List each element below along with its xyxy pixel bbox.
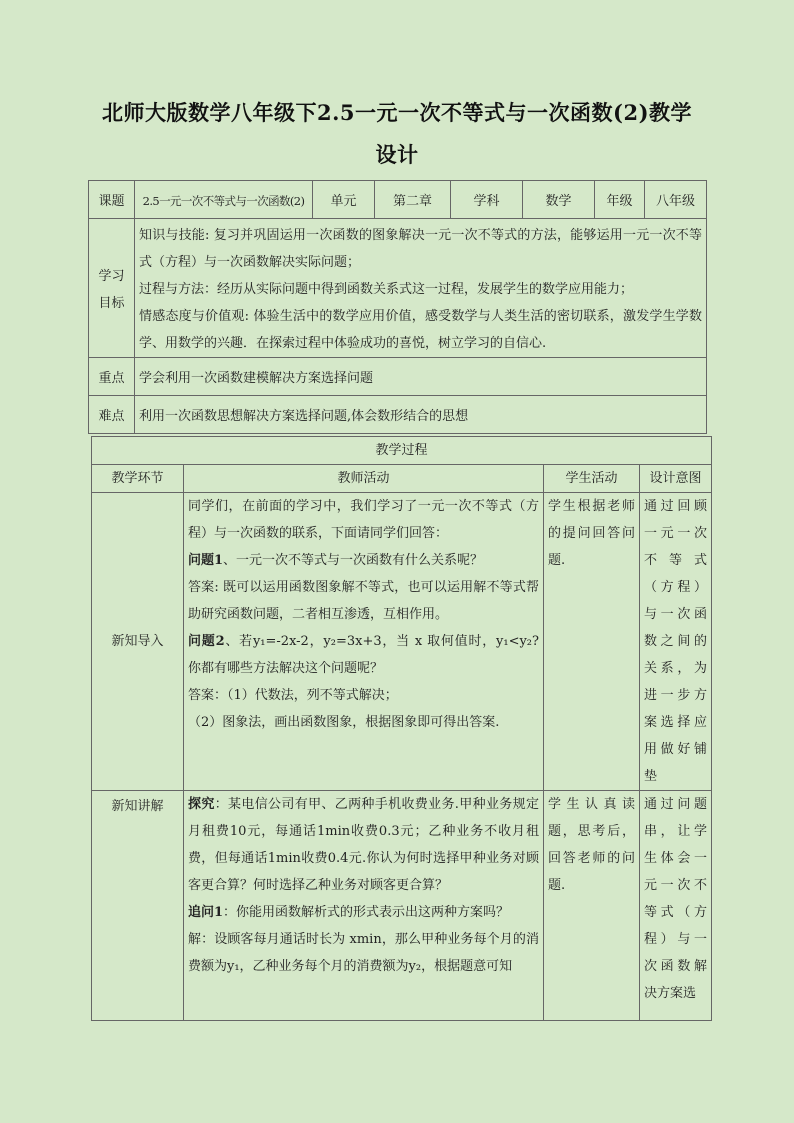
unit-label: 单元 [313, 181, 375, 219]
answer-2b: （2）图象法，画出函数图象，根据图象即可得出答案. [188, 715, 500, 730]
goal-knowledge: 知识与技能: 复习并巩固运用一次函数的图象解决一元一次不等式的方法，能够运用一元一次不等式（方程）与一次函数解决实际问题； [139, 228, 702, 270]
table-row [92, 493, 712, 791]
key-label: 重点 [89, 358, 135, 396]
difficult-label: 难点 [89, 396, 135, 434]
solution-text: 解：设顾客每月通话时长为 xmin，那么甲种业务每个月的消费额为y₁，乙种业务每个月的消费额为y₂，根据题意可知 [188, 932, 539, 974]
answer-1: 答案: 既可以运用函数图象解不等式，也可以运用解不等式帮助研究函数问题，二者相互渗透，互相作用。 [188, 580, 539, 622]
subject-value: 数学 [523, 181, 595, 219]
course-value: 2.5一元一次不等式与一次函数(2) [135, 181, 313, 219]
stage-cell: 新知导入 [92, 493, 184, 791]
grade-label: 年级 [595, 181, 645, 219]
column-teacher: 教师活动 [184, 465, 544, 493]
goal-process: 过程与方法：经历从实际问题中得到函数关系式这一过程，发展学生的数学应用能力； [139, 282, 634, 297]
teaching-process-table [91, 436, 712, 1021]
column-intent: 设计意图 [640, 465, 712, 493]
column-student: 学生活动 [544, 465, 640, 493]
key-value: 学会利用一次函数建模解决方案选择问题 [135, 358, 707, 396]
stage-cell: 新知讲解 [92, 791, 184, 1021]
student-activity: 学生认真读题，思考后，回答老师的问题. [544, 791, 640, 1021]
difficult-value: 利用一次函数思想解决方案选择问题,体会数形结合的思想 [135, 396, 707, 434]
design-intent: 通过回顾一元一次不等式（方程）与一次函数之间的关系，为进一步方案选择应用做好铺垫 [640, 493, 712, 791]
follow-question: 追问1：你能用函数解析式的形式表示出这两种方案吗？ [188, 905, 510, 920]
design-intent: 通过问题串，让学生体会一元一次不等式（方程）与一次函数解决方案选 [640, 791, 712, 1021]
explore-text: 探究：某电信公司有甲、乙两种手机收费业务.甲种业务规定月租费10元，每通话1min收费0.3元；乙种业务不收月租费，但每通话1min收费0.4元.你认为何时选择甲种业务对顾客更合算？何时选择乙种业务对顾客更合算？ [188, 797, 539, 893]
document-title: 北师大版数学八年级下2.5一元一次不等式与一次函数(2)教学设计 [101, 100, 693, 167]
unit-value: 第二章 [375, 181, 451, 219]
teacher-activity [184, 791, 544, 1021]
answer-2a: 答案：（1）代数法，列不等式解决； [188, 688, 398, 703]
column-stage: 教学环节 [92, 465, 184, 493]
subject-label: 学科 [451, 181, 523, 219]
question-1: 问题1、一元一次不等式与一次函数有什么关系呢？ [188, 553, 484, 568]
goal-attitude: 情感态度与价值观: 体验生活中的数学应用价值，感受数学与人类生活的密切联系，激发学生学数学、用数学的兴趣．在探索过程中体验成功的喜悦，树立学习的自信心. [139, 309, 702, 351]
course-info-table [88, 180, 707, 434]
goals-label: 学习目标 [89, 219, 135, 358]
goals-content [135, 219, 707, 358]
grade-value: 八年级 [645, 181, 707, 219]
course-label: 课题 [89, 181, 135, 219]
process-header: 教学过程 [92, 437, 712, 465]
student-activity: 学生根据老师的提问回答问题. [544, 493, 640, 791]
table-row [92, 791, 712, 1021]
intro-text: 同学们，在前面的学习中，我们学习了一元一次不等式（方程）与一次函数的联系，下面请同学们回答： [188, 499, 539, 541]
teacher-activity [184, 493, 544, 791]
question-2: 问题2、若y₁=-2x-2，y₂=3x+3，当 x 取何值时，y₁<y₂? 你都有哪些方法解决这个问题呢？ [188, 634, 539, 676]
